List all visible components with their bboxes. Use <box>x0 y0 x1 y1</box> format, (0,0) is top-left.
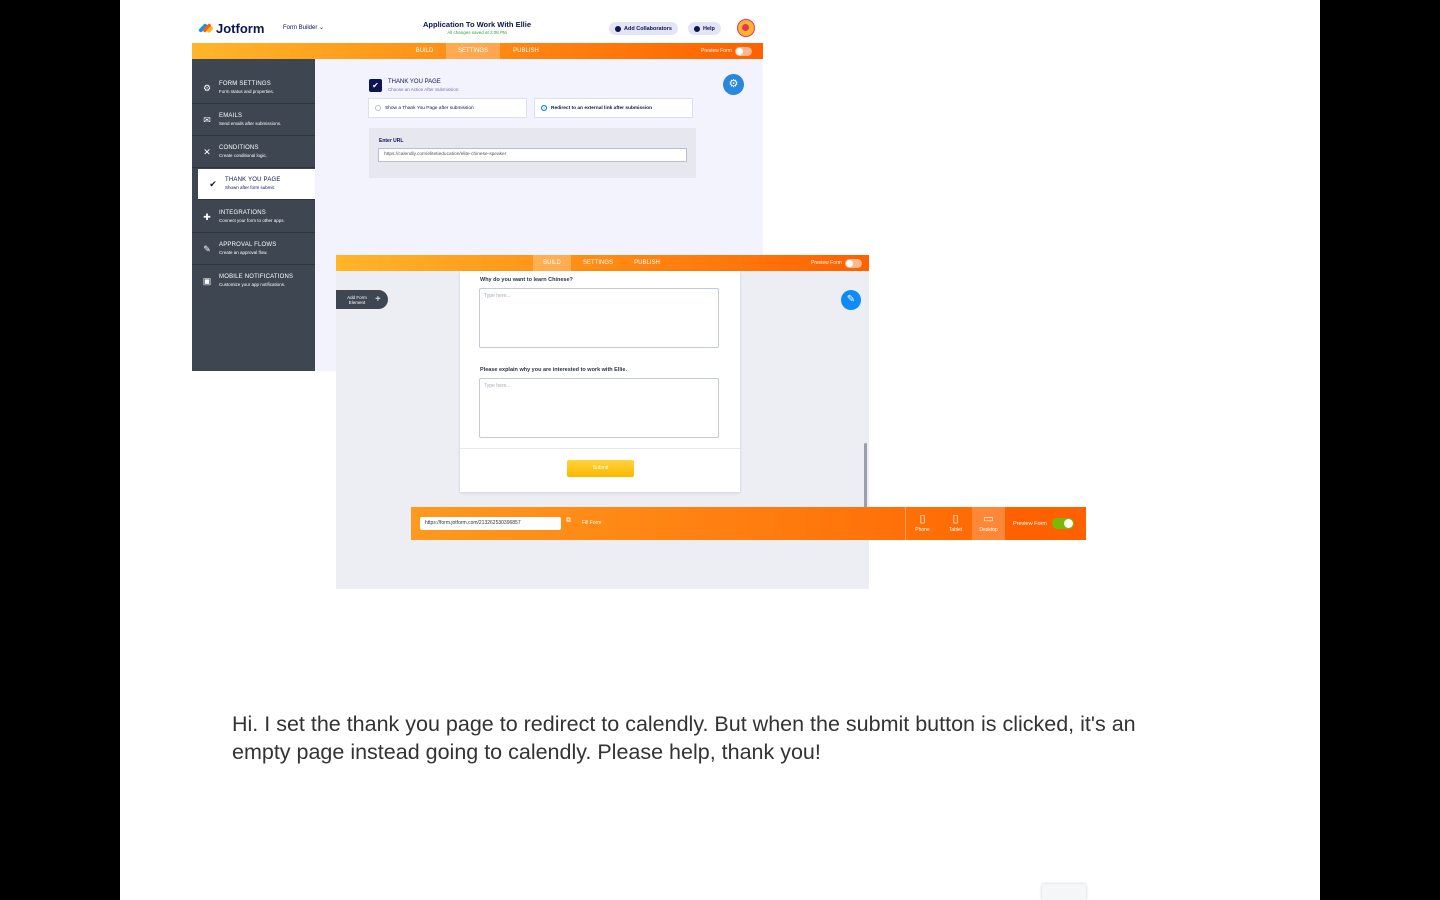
toggle-switch[interactable] <box>1052 518 1074 529</box>
sidebar-item-subtitle: Send emails after submissions. <box>219 121 282 126</box>
device-tablet-button[interactable] <box>939 507 972 540</box>
toggle-switch[interactable] <box>845 259 862 268</box>
tab-settings[interactable]: SETTINGS <box>582 260 613 266</box>
url-label: Enter URL <box>379 138 404 144</box>
add-collaborators-label: Add Collaborators <box>624 25 672 32</box>
gear-icon: ⚙ <box>202 83 212 93</box>
gear-icon[interactable]: ⚙ <box>723 74 744 95</box>
nav-bar <box>336 255 869 271</box>
puzzle-icon: ✚ <box>203 212 211 222</box>
preview-form-label: Preview Form <box>1013 520 1047 527</box>
thank-you-title: THANK YOU PAGE <box>388 79 441 85</box>
question-label: Why do you want to learn Chinese? <box>480 277 573 283</box>
sidebar-item-title: FORM SETTINGS <box>219 81 271 87</box>
device-label: Tablet <box>948 527 963 533</box>
tab-build[interactable]: BUILD <box>415 48 434 54</box>
saved-status: All changes saved at 2:08 PM <box>447 30 507 35</box>
settings-sidebar <box>192 59 315 371</box>
sidebar-item-integrations[interactable] <box>192 202 315 233</box>
top-bar <box>192 14 763 43</box>
add-form-element-label: Add Form Element <box>347 294 367 305</box>
jotform-logo[interactable] <box>200 21 264 35</box>
approval-icon: ✎ <box>203 244 211 254</box>
mobile-icon: ▣ <box>202 276 212 286</box>
question-text: Hi. I set the thank you page to redirect to calendly. But when the submit button is clicked, it's an empty page instead going to calendly. Please help, thank you! <box>232 712 1136 764</box>
preview-form-toggle[interactable] <box>811 255 862 271</box>
answer-textarea[interactable]: Type here... <box>479 288 719 348</box>
tab-publish[interactable]: PUBLISH <box>634 260 660 266</box>
device-phone-button[interactable] <box>906 507 939 540</box>
url-panel <box>369 128 696 178</box>
radio-button-selected[interactable] <box>541 105 547 111</box>
option-show-thank-you[interactable] <box>368 98 527 118</box>
device-label: Desktop <box>979 527 998 533</box>
nav-bar <box>192 43 763 59</box>
sidebar-item-thank-you-page[interactable] <box>198 169 315 200</box>
help-label: Help <box>703 25 715 32</box>
envelope-icon: ✉ <box>203 115 211 125</box>
preview-form-label: Preview Form <box>701 48 732 54</box>
sidebar-item-title: INTEGRATIONS <box>219 210 266 216</box>
sidebar-item-approval-flows[interactable] <box>192 234 315 265</box>
preview-form-toggle[interactable] <box>701 43 752 59</box>
sidebar-item-subtitle: Create conditional logic. <box>219 153 268 158</box>
question-label: Please explain why you are interested to work with Ellie. <box>480 367 628 373</box>
option-label: Redirect to an external link after submission <box>551 105 653 111</box>
user-icon <box>615 26 621 32</box>
help-button[interactable] <box>688 22 721 35</box>
sidebar-item-title: THANK YOU PAGE <box>225 177 281 183</box>
widget-fragment <box>1042 884 1086 900</box>
radio-button[interactable] <box>375 105 381 111</box>
fill-form-link[interactable]: Fill Form <box>582 520 602 526</box>
preview-form-label: Preview Form <box>811 260 842 266</box>
avatar[interactable] <box>737 19 755 37</box>
form-url-field[interactable]: https://form.jotform.com/213262530396857 <box>420 517 561 530</box>
device-label: Phone <box>915 527 930 533</box>
option-redirect[interactable] <box>534 98 693 118</box>
phone-icon: ▯ <box>919 513 926 525</box>
page <box>120 0 1320 900</box>
shuffle-icon: ✕ <box>203 147 211 157</box>
form-builder-label: Form Builder <box>283 25 318 31</box>
scrollbar[interactable] <box>864 443 867 509</box>
check-icon: ✔ <box>369 79 382 92</box>
add-collaborators-button[interactable] <box>609 22 678 35</box>
sidebar-item-subtitle: Create an approval flow. <box>219 250 268 255</box>
brand-name: Jotform <box>216 20 265 36</box>
add-form-element-button[interactable] <box>336 290 388 309</box>
sidebar-item-subtitle: Customize your app notifications. <box>219 282 286 287</box>
jotform-logo-icon <box>200 22 212 34</box>
paint-brush-icon[interactable]: ✎ <box>841 290 861 310</box>
desktop-icon: ▭ <box>983 513 994 525</box>
tab-publish[interactable]: PUBLISH <box>513 48 539 54</box>
url-input[interactable]: https://calendly.com/elitetieducation/elite-chinese-speaker <box>378 148 687 162</box>
sidebar-item-emails[interactable] <box>192 105 315 136</box>
sidebar-item-conditions[interactable] <box>192 137 315 168</box>
tab-settings[interactable]: SETTINGS <box>446 43 500 59</box>
sidebar-item-title: APPROVAL FLOWS <box>219 242 277 248</box>
publish-url-bar <box>411 507 1086 540</box>
sidebar-item-subtitle: Form status and properties. <box>219 89 275 94</box>
thank-you-subtitle: Choose an Action After Submission: <box>388 87 460 92</box>
plus-icon: + <box>375 293 381 305</box>
sidebar-item-mobile-notifications[interactable] <box>192 266 315 297</box>
chevron-down-icon: ⌄ <box>319 25 325 31</box>
device-desktop-button[interactable] <box>972 507 1005 540</box>
tab-build[interactable]: BUILD <box>533 255 571 271</box>
answer-textarea[interactable]: Type here... <box>479 378 719 438</box>
sidebar-item-subtitle: Shown after form submit. <box>225 185 276 190</box>
sidebar-item-title: CONDITIONS <box>219 145 259 151</box>
preview-form-toggle[interactable] <box>1005 507 1086 540</box>
check-circle-icon: ✔ <box>209 179 217 189</box>
sidebar-item-subtitle: Connect your form to other apps. <box>219 218 285 223</box>
sidebar-item-form-settings[interactable] <box>192 73 315 104</box>
tablet-icon: ▯ <box>952 513 959 525</box>
form-card <box>460 271 740 492</box>
sidebar-item-title: MOBILE NOTIFICATIONS <box>219 274 294 280</box>
help-icon <box>694 26 700 32</box>
submit-button[interactable]: Submit <box>567 460 634 477</box>
form-builder-dropdown[interactable] <box>283 24 324 31</box>
option-label: Show a Thank You Page after submission <box>385 105 474 111</box>
divider <box>460 448 740 449</box>
sidebar-item-title: EMAILS <box>219 113 243 119</box>
toggle-switch[interactable] <box>735 47 752 56</box>
external-link-icon[interactable]: ⧉ <box>566 517 571 524</box>
form-title[interactable]: Application To Work With Ellie <box>423 20 531 29</box>
